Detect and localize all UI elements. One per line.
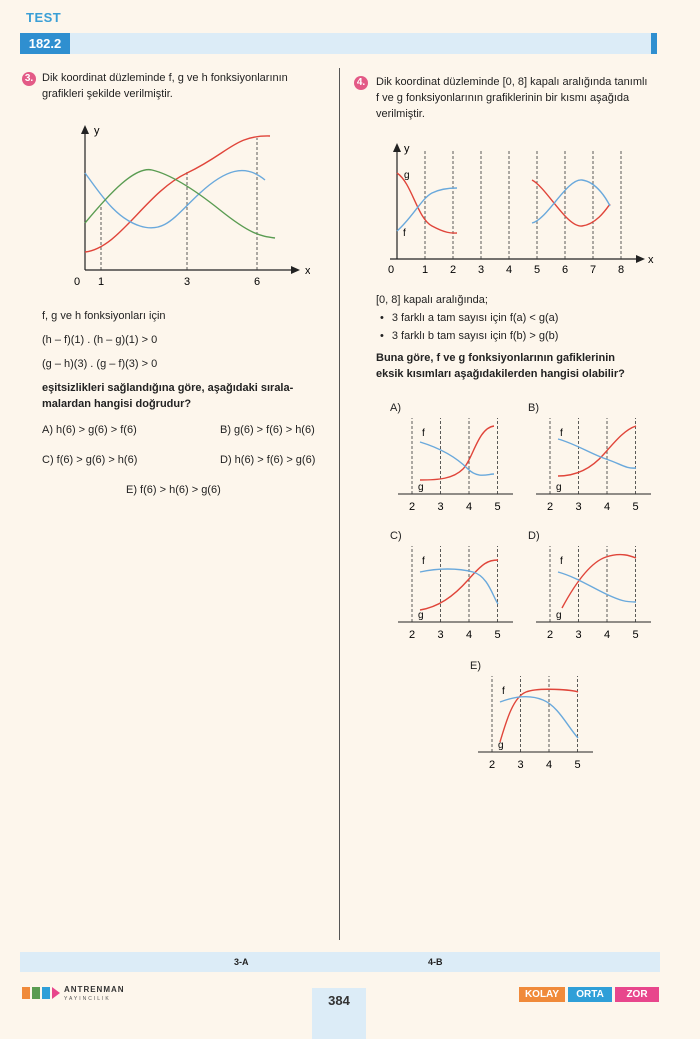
y-label: y xyxy=(404,143,410,155)
x-label: x xyxy=(648,254,654,266)
answer-strip xyxy=(20,952,660,972)
mini-g-label: g xyxy=(418,482,424,493)
mini-tick-4: 4 xyxy=(466,501,473,513)
q4-option-b-label[interactable]: B) xyxy=(528,402,539,414)
mini-tick-4: 4 xyxy=(546,759,553,771)
dashed-guides xyxy=(425,150,621,259)
option-d-f-curve xyxy=(558,572,636,602)
mini-tick-5: 5 xyxy=(574,759,581,771)
x-axis-arrow xyxy=(291,266,300,274)
mini-g-label: g xyxy=(556,610,562,621)
option-b-f-curve xyxy=(558,439,636,468)
mini-tick-2: 2 xyxy=(409,501,416,513)
question-4-question: Buna göre, f ve g fonksiyonlarının gafiklerinin eksik kısımları aşağıdakilerden hangisi olabilir? xyxy=(376,352,625,380)
tick-label-1: 1 xyxy=(422,264,429,276)
tick-label-7: 7 xyxy=(590,264,597,276)
option-e-g-curve xyxy=(500,689,578,742)
option-a-f-curve xyxy=(420,442,494,475)
test-label: TEST xyxy=(26,10,62,25)
question-4-graph xyxy=(372,138,662,278)
q4-option-c-graph[interactable] xyxy=(398,542,518,647)
brand-subtitle: YAYINCILIK xyxy=(64,996,111,1002)
mini-f-label: f xyxy=(560,428,563,439)
q3-option-b[interactable]: B) g(6) > f(6) > h(6) xyxy=(220,424,315,436)
mini-tick-3: 3 xyxy=(437,501,444,513)
option-b-g-curve xyxy=(558,426,636,476)
curve-g-left xyxy=(397,173,457,233)
question-4-number: 4. xyxy=(354,76,368,90)
q3-option-d[interactable]: D) h(6) > f(6) > g(6) xyxy=(220,454,316,466)
x-label: x xyxy=(305,265,310,277)
question-3-graph xyxy=(60,118,310,293)
brand-name: ANTRENMAN xyxy=(64,985,125,994)
question-3-number: 3. xyxy=(22,72,36,86)
mini-tick-2: 2 xyxy=(547,501,554,513)
tick-label-8: 8 xyxy=(618,264,625,276)
question-4-bullet-1: • 3 farklı a tam sayısı için f(a) < g(a) xyxy=(380,310,558,326)
mini-f-label: f xyxy=(422,556,425,567)
option-c-f-curve xyxy=(420,569,498,604)
question-4-interval: [0, 8] kapalı aralığında; xyxy=(376,294,488,306)
option-a-g-curve xyxy=(420,426,494,480)
mini-f-label: f xyxy=(422,428,425,439)
tick-3-label: 3 xyxy=(184,276,191,288)
question-3-inequality-2: (g – h)(3) . (g – f)(3) > 0 xyxy=(42,358,158,370)
question-3-intro: Dik koordinat düzleminde f, g ve h fonksiyonlarının grafikleri şekilde verilmiştir. xyxy=(42,72,288,100)
option-c-g-curve xyxy=(420,560,498,610)
tick-label-4: 4 xyxy=(506,264,513,276)
tick-label-2: 2 xyxy=(450,264,457,276)
q3-option-c[interactable]: C) f(6) > g(6) > h(6) xyxy=(42,454,138,466)
mini-tick-5: 5 xyxy=(632,501,639,513)
q4-option-d-graph[interactable] xyxy=(536,542,656,647)
y-label: y xyxy=(94,125,100,137)
q4-option-e-label[interactable]: E) xyxy=(470,660,481,672)
header-bar xyxy=(20,33,657,54)
mini-tick-3: 3 xyxy=(517,759,524,771)
mini-tick-2: 2 xyxy=(489,759,496,771)
option-e-f-curve xyxy=(500,697,578,738)
tick-label-0: 0 xyxy=(388,264,395,276)
mini-tick-5: 5 xyxy=(632,629,639,641)
mini-tick-5: 5 xyxy=(494,501,501,513)
tick-1-label: 1 xyxy=(98,276,105,288)
q4-option-a-label[interactable]: A) xyxy=(390,402,401,414)
y-axis-arrow xyxy=(81,125,89,134)
mini-g-label: g xyxy=(556,482,562,493)
f-label: f xyxy=(403,228,406,239)
mini-g-label: g xyxy=(418,610,424,621)
mini-f-label: f xyxy=(502,686,505,697)
answer-4: 4-B xyxy=(428,957,443,967)
question-3-inequality-1: (h – f)(1) . (h – g)(1) > 0 xyxy=(42,334,158,346)
q4-option-c-label[interactable]: C) xyxy=(390,530,402,542)
mini-tick-3: 3 xyxy=(575,629,582,641)
option-d-g-curve xyxy=(562,555,636,608)
test-number: 182.2 xyxy=(20,33,70,54)
curve-g-right xyxy=(532,180,610,226)
question-3-question: eşitsizlikleri sağlandığına göre, aşağıdaki sırala- malardan hangisi doğrudur? xyxy=(42,382,294,410)
q4-option-b-graph[interactable] xyxy=(536,414,656,519)
tick-6-label: 6 xyxy=(254,276,261,288)
g-label: g xyxy=(404,170,410,181)
mini-tick-3: 3 xyxy=(575,501,582,513)
answer-3: 3-A xyxy=(234,957,249,967)
column-divider xyxy=(339,68,340,940)
difficulty-zor: ZOR xyxy=(615,987,659,1002)
brand-logo-icon xyxy=(22,984,62,1002)
question-3-given: f, g ve h fonksiyonları için xyxy=(42,310,166,322)
header-bar-end xyxy=(651,33,657,54)
question-4-bullet-2: • 3 farklı b tam sayısı için f(b) > g(b) xyxy=(380,328,558,344)
mini-tick-4: 4 xyxy=(466,629,473,641)
q4-option-e-graph[interactable] xyxy=(478,672,598,777)
mini-tick-5: 5 xyxy=(494,629,501,641)
curve-red xyxy=(85,136,270,252)
mini-tick-2: 2 xyxy=(409,629,416,641)
curve-f-right xyxy=(532,180,610,223)
mini-tick-3: 3 xyxy=(437,629,444,641)
q3-option-e[interactable]: E) f(6) > h(6) > g(6) xyxy=(126,484,221,496)
q3-option-a[interactable]: A) h(6) > g(6) > f(6) xyxy=(42,424,137,436)
tick-label-5: 5 xyxy=(534,264,541,276)
tick-labels xyxy=(388,264,624,276)
curve-green xyxy=(85,170,275,238)
tick-label-6: 6 xyxy=(562,264,569,276)
page-number: 384 xyxy=(312,988,366,1039)
mini-tick-2: 2 xyxy=(547,629,554,641)
q4-option-a-graph[interactable] xyxy=(398,414,518,519)
mini-g-label: g xyxy=(498,740,504,751)
tick-label-3: 3 xyxy=(478,264,485,276)
q4-option-d-label[interactable]: D) xyxy=(528,530,540,542)
difficulty-orta: ORTA xyxy=(568,987,612,1002)
curve-f-left xyxy=(397,188,457,231)
question-4-intro: Dik koordinat düzleminde [0, 8] kapalı aralığında tanımlı f ve g fonksiyonlarının grafiklerinin bir kısmı aşağıda verilmiştir. xyxy=(376,76,648,120)
mini-tick-4: 4 xyxy=(604,629,611,641)
y-axis-arrow xyxy=(393,143,401,152)
origin-label: 0 xyxy=(74,276,81,288)
mini-tick-4: 4 xyxy=(604,501,611,513)
x-axis-arrow xyxy=(636,255,645,263)
mini-f-label: f xyxy=(560,556,563,567)
difficulty-kolay: KOLAY xyxy=(519,987,565,1002)
